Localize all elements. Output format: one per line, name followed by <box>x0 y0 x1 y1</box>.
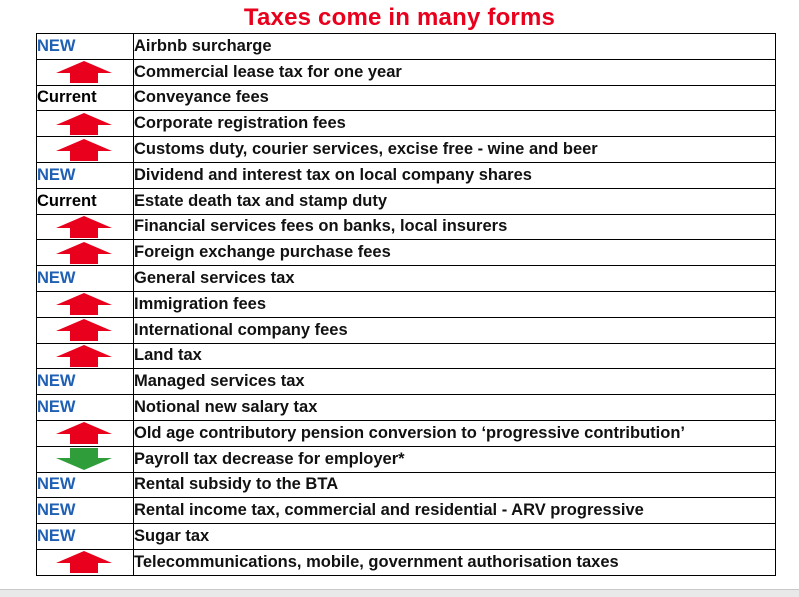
table-row <box>37 34 776 60</box>
status-cell <box>37 214 134 240</box>
status-cell <box>37 137 134 163</box>
status-current-label: Current <box>37 88 97 107</box>
tax-description: Telecommunications, mobile, government authorisation taxes <box>134 549 776 575</box>
green-down-arrow-icon <box>56 448 112 470</box>
tax-description: Conveyance fees <box>134 85 776 111</box>
table-row <box>37 395 776 421</box>
tax-description: Rental income tax, commercial and residential - ARV progressive <box>134 498 776 524</box>
table-row <box>37 446 776 472</box>
status-cell <box>37 524 134 550</box>
status-cell <box>37 472 134 498</box>
tax-description: Estate death tax and stamp duty <box>134 188 776 214</box>
status-cell <box>37 111 134 137</box>
taxes-table <box>36 33 776 576</box>
table-row <box>37 498 776 524</box>
status-cell <box>37 85 134 111</box>
status-cell <box>37 446 134 472</box>
status-cell <box>37 343 134 369</box>
status-cell <box>37 420 134 446</box>
tax-description: Corporate registration fees <box>134 111 776 137</box>
red-up-arrow-icon <box>56 293 112 315</box>
red-up-arrow-icon <box>56 551 112 573</box>
status-cell <box>37 291 134 317</box>
tax-description: Rental subsidy to the BTA <box>134 472 776 498</box>
red-up-arrow-icon <box>56 422 112 444</box>
page-title: Taxes come in many forms <box>243 4 556 31</box>
table-row <box>37 524 776 550</box>
red-up-arrow-icon <box>56 345 112 367</box>
table-row <box>37 162 776 188</box>
status-current-label: Current <box>37 191 97 210</box>
status-cell <box>37 34 134 60</box>
status-new-label: NEW <box>37 36 76 55</box>
status-cell <box>37 395 134 421</box>
tax-description: Foreign exchange purchase fees <box>134 240 776 266</box>
status-cell <box>37 317 134 343</box>
status-cell <box>37 549 134 575</box>
red-up-arrow-icon <box>56 61 112 83</box>
status-cell <box>37 266 134 292</box>
red-up-arrow-icon <box>56 242 112 264</box>
table-row <box>37 317 776 343</box>
tax-description: Managed services tax <box>134 369 776 395</box>
tax-description: General services tax <box>134 266 776 292</box>
table-row <box>37 343 776 369</box>
red-up-arrow-icon <box>56 139 112 161</box>
red-up-arrow-icon <box>56 319 112 341</box>
status-cell <box>37 498 134 524</box>
status-new-label: NEW <box>37 501 76 520</box>
table-row <box>37 291 776 317</box>
status-new-label: NEW <box>37 475 76 494</box>
table-row <box>37 85 776 111</box>
tax-description: Customs duty, courier services, excise free - wine and beer <box>134 137 776 163</box>
red-up-arrow-icon <box>56 216 112 238</box>
tax-description: Land tax <box>134 343 776 369</box>
status-new-label: NEW <box>37 527 76 546</box>
table-row <box>37 472 776 498</box>
status-cell <box>37 240 134 266</box>
tax-description: Immigration fees <box>134 291 776 317</box>
status-new-label: NEW <box>37 165 76 184</box>
table-row <box>37 240 776 266</box>
status-cell <box>37 369 134 395</box>
tax-description: Sugar tax <box>134 524 776 550</box>
tax-description: Commercial lease tax for one year <box>134 59 776 85</box>
table-row <box>37 369 776 395</box>
tax-description: Financial services fees on banks, local insurers <box>134 214 776 240</box>
tax-description: Old age contributory pension conversion to ‘progressive contribution’ <box>134 420 776 446</box>
table-row <box>37 188 776 214</box>
table-row <box>37 549 776 575</box>
status-cell <box>37 162 134 188</box>
status-new-label: NEW <box>37 372 76 391</box>
status-new-label: NEW <box>37 269 76 288</box>
tax-description: Dividend and interest tax on local company shares <box>134 162 776 188</box>
tax-description: Notional new salary tax <box>134 395 776 421</box>
table-row <box>37 214 776 240</box>
red-up-arrow-icon <box>56 113 112 135</box>
table-row <box>37 111 776 137</box>
table-row <box>37 137 776 163</box>
table-row <box>37 266 776 292</box>
table-row <box>37 420 776 446</box>
status-new-label: NEW <box>37 398 76 417</box>
status-cell <box>37 188 134 214</box>
tax-description: Payroll tax decrease for employer* <box>134 446 776 472</box>
taxes-table-body <box>37 34 776 576</box>
tax-description: Airbnb surcharge <box>134 34 776 60</box>
status-cell <box>37 59 134 85</box>
table-row <box>37 59 776 85</box>
tax-description: International company fees <box>134 317 776 343</box>
